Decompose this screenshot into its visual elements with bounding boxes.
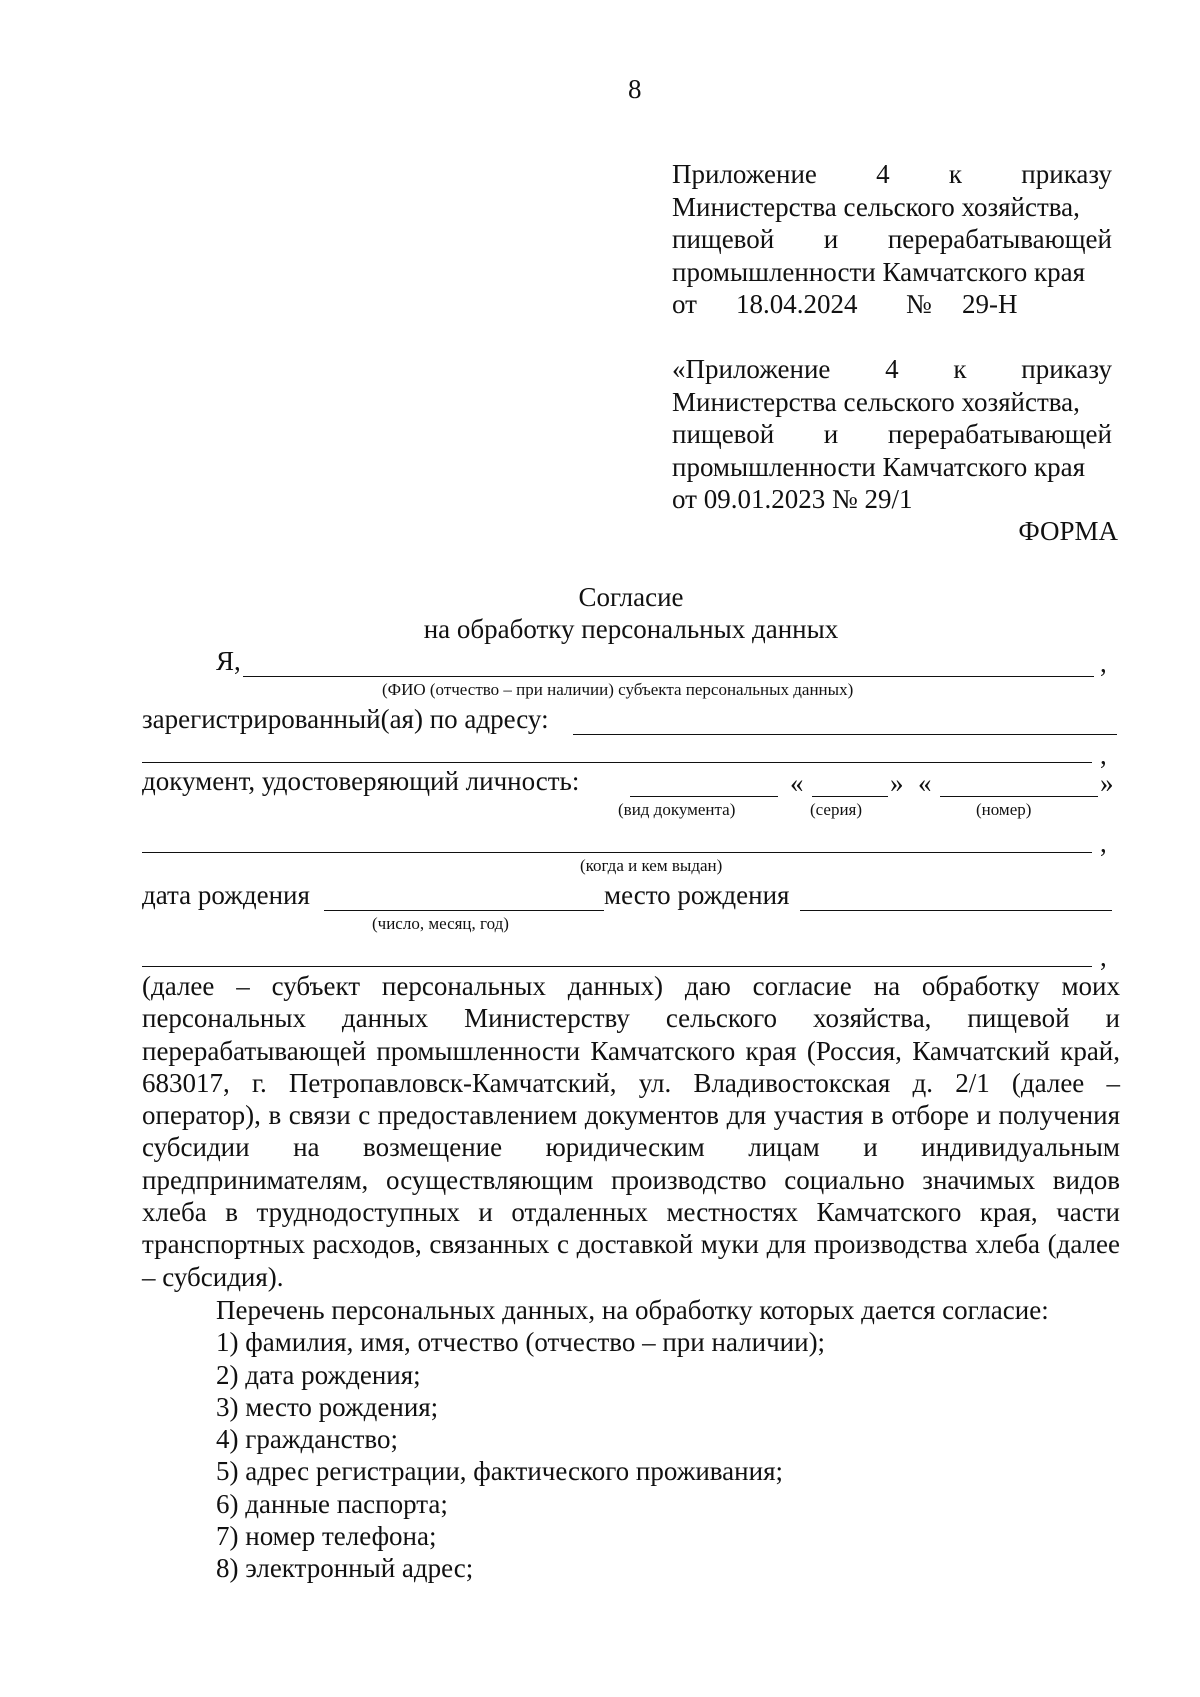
birth-date-label: дата рождения: [142, 880, 310, 910]
page-number: 8: [628, 74, 642, 104]
list-item: 7) номер телефона;: [216, 1521, 437, 1552]
appendix-old-line4: промышленности Камчатского края: [672, 451, 1086, 482]
ya-label: Я,: [216, 646, 241, 676]
document-label: документ, удостоверяющий личность:: [142, 766, 580, 796]
appendix-word: и: [823, 419, 839, 449]
list-item: 6) данные паспорта;: [216, 1488, 448, 1519]
appendix-word: приказу: [1021, 159, 1112, 189]
address-field[interactable]: [573, 734, 1117, 735]
document-title: Согласие: [578, 582, 684, 612]
list-intro: Перечень персональных данных, на обработку которых дается согласие:: [216, 1295, 1049, 1325]
series-field[interactable]: [812, 796, 888, 797]
birth-date-caption: (число, месяц, год): [372, 914, 509, 933]
list-item: 8) электронный адрес;: [216, 1553, 474, 1584]
number-quote-close: »: [1100, 768, 1114, 798]
list-item: 2) дата рождения;: [216, 1359, 421, 1390]
appendix-old-line1: [672, 353, 1112, 386]
appendix-word: перерабатывающей: [887, 224, 1112, 254]
appendix-new-line4: промышленности Камчатского края: [672, 256, 1086, 287]
appendix-new-line1: [672, 158, 1112, 191]
issued-caption: (когда и кем выдан): [580, 856, 723, 875]
doc-number-field[interactable]: [940, 796, 1098, 797]
appendix-word: к: [948, 159, 963, 189]
appendix-word: перерабатывающей: [887, 419, 1112, 449]
appendix-old-line3: [672, 418, 1112, 451]
list-item: 1) фамилия, имя, отчество (отчество – при наличии);: [216, 1327, 826, 1358]
fio-field[interactable]: [243, 676, 1094, 677]
fio-caption: (ФИО (отчество – при наличии) субъекта персональных данных): [382, 680, 854, 699]
consent-paragraph: (далее – субъект персональных данных) даю согласие на обработку моих персональных данных Министерству сельского хозяйства, пищевой и перерабатывающей промышленности Камчатского края (Россия, Камчатский край, 683017, г. Петропавловск-Камчатский, ул. Владивостокская д. 2/1 (далее – оператор), в связи с предоставлением документов для участия в отборе и получения субсидии на возмещение юридическим лицам и индивидуальным предпринимателям, осуществляющим производство социально значимых видов хлеба в труднодоступных и отдаленных местностях Камчатского края, части транспортных расходов, связанных с доставкой муки для производства хлеба (далее – субсидия).: [142, 971, 1120, 1292]
appendix-new-line2: Министерства сельского хозяйства,: [672, 191, 1080, 222]
appendix-new-line3: [672, 223, 1112, 256]
number-quote-open: «: [918, 768, 932, 798]
birth-place-label: место рождения: [604, 880, 790, 910]
birth-place-field-continued[interactable]: [142, 966, 1092, 967]
appendix-word: приказу: [1021, 354, 1112, 384]
birth-date-field[interactable]: [324, 910, 604, 911]
document-subtitle: на обработку персональных данных: [423, 614, 839, 644]
number-caption: (номер): [976, 800, 1032, 819]
appendix-word: «Приложение: [672, 354, 831, 384]
order-number: 29-Н: [962, 289, 1018, 319]
appendix-old-block: [672, 353, 1112, 516]
appendix-word: пищевой: [672, 419, 775, 449]
address-field-continued[interactable]: [142, 762, 1092, 763]
number-sign: №: [906, 289, 932, 319]
appendix-old-line5: от 09.01.2023 № 29/1: [672, 484, 913, 514]
order-date: 18.04.2024: [736, 289, 858, 319]
appendix-word: пищевой: [672, 224, 775, 254]
appendix-new-block: [672, 158, 1112, 320]
appendix-new-date-line: [672, 288, 1112, 320]
issued-comma: ,: [1100, 828, 1107, 858]
list-item: 5) адрес регистрации, фактического проживания;: [216, 1456, 783, 1487]
fio-comma: ,: [1100, 648, 1107, 678]
address-comma: ,: [1100, 740, 1107, 770]
birth-place-field[interactable]: [800, 910, 1112, 911]
appendix-word: к: [953, 354, 967, 384]
appendix-word: 4: [885, 354, 899, 384]
appendix-word: и: [823, 224, 839, 254]
list-item: 4) гражданство;: [216, 1424, 398, 1455]
form-label: ФОРМА: [1018, 516, 1118, 546]
date-prefix: от: [672, 289, 697, 319]
birth-place-comma: ,: [1100, 942, 1107, 972]
registered-label: зарегистрированный(ая) по адресу:: [142, 704, 549, 734]
series-quote-open: «: [790, 768, 804, 798]
series-quote-close: »: [890, 768, 904, 798]
list-item: 3) место рождения;: [216, 1391, 439, 1422]
appendix-old-line2: Министерства сельского хозяйства,: [672, 386, 1080, 417]
data-list: [216, 1294, 1049, 1585]
series-caption: (серия): [810, 800, 863, 819]
doc-type-caption: (вид документа): [618, 800, 736, 819]
appendix-word: Приложение: [672, 159, 817, 189]
doc-type-field[interactable]: [630, 796, 778, 797]
appendix-word: 4: [876, 159, 890, 189]
issued-field[interactable]: [142, 852, 1092, 853]
